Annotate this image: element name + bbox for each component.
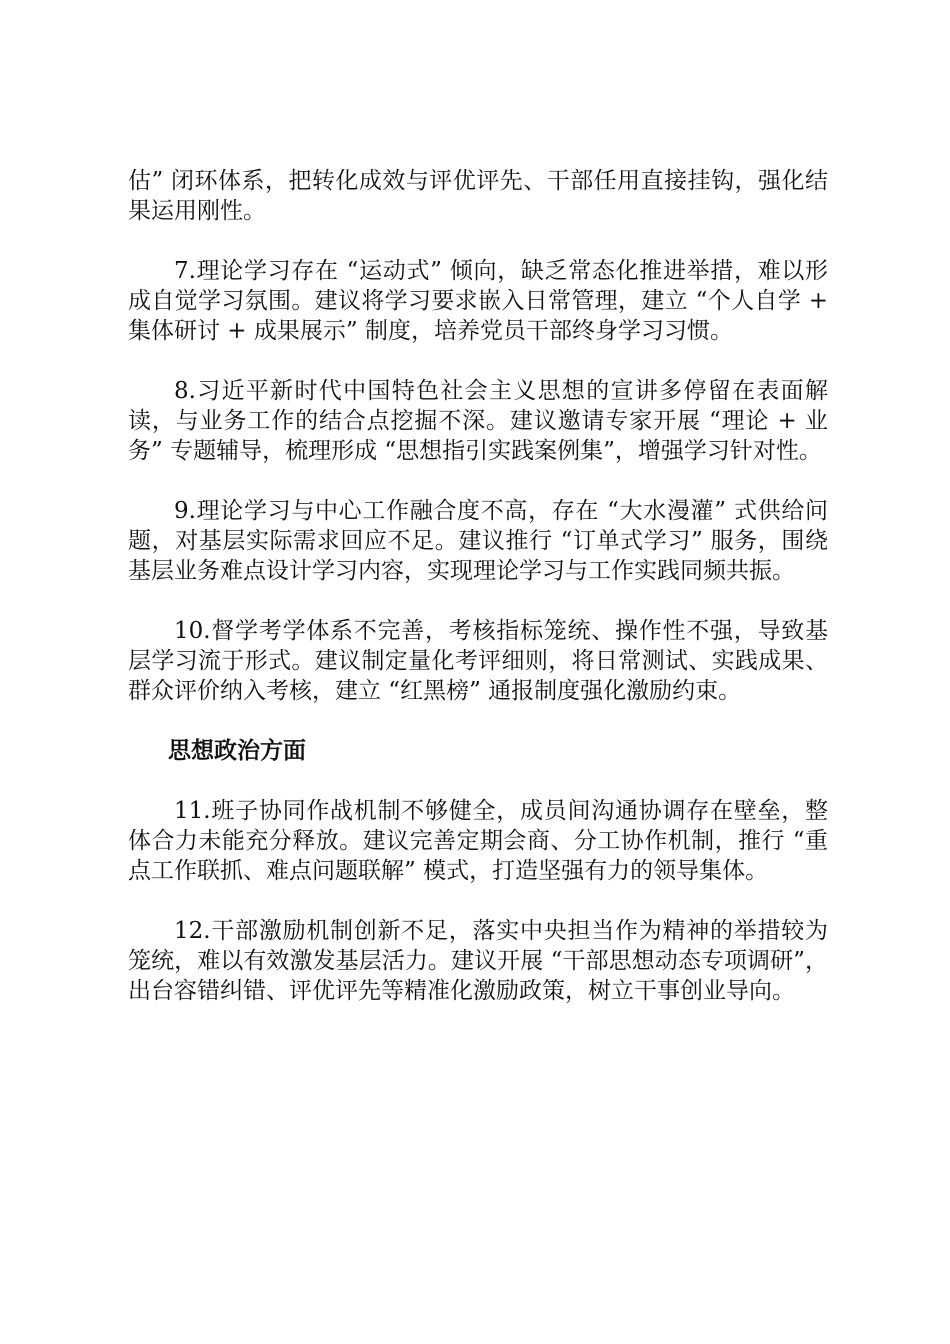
paragraph-continuation: 估” 闭环体系，把转化成效与评优评先、干部任用直接挂钩，强化结果运用刚性。 xyxy=(128,168,828,224)
paragraph-item-9: 9.理论学习与中心工作融合度不高，存在 “大水漫灌” 式供给问题，对基层实际需求回应不足。建议推行 “订单式学习” 服务，围绕基层业务难点设计学习内容，实现理论学习与工作实践同频共振。 xyxy=(128,498,828,584)
paragraph-item-7: 7.理论学习存在 “运动式” 倾向，缺乏常态化推进举措，难以形成自觉学习氛围。建议将学习要求嵌入日常管理，建立 “个人自学 + 集体研讨 + 成果展示” 制度，培养党员干部终身学习习惯。 xyxy=(128,258,828,344)
paragraph-item-10: 10.督学考学体系不完善，考核指标笼统、操作性不强，导致基层学习流于形式。建议制定量化考评细则，将日常测试、实践成果、群众评价纳入考核，建立 “红黑榜” 通报制度强化激励约束。 xyxy=(128,618,828,704)
paragraph-item-8: 8.习近平新时代中国特色社会主义思想的宣讲多停留在表面解读，与业务工作的结合点挖掘不深。建议邀请专家开展 “理论 + 业务” 专题辅导，梳理形成 “思想指引实践案例集”，增强学习针对性。 xyxy=(128,378,828,464)
paragraph-item-12: 12.干部激励机制创新不足，落实中央担当作为精神的举措较为笼统，难以有效激发基层活力。建议开展 “干部思想动态专项调研”，出台容错纠错、评优评先等精准化激励政策，树立干事创业导向。 xyxy=(128,918,828,1004)
paragraph-item-11: 11.班子协同作战机制不够健全，成员间沟通协调存在壁垒，整体合力未能充分释放。建议完善定期会商、分工协作机制，推行 “重点工作联抓、难点问题联解” 模式，打造坚强有力的领导集体。 xyxy=(128,798,828,884)
section-heading: 思想政治方面 xyxy=(168,738,306,764)
document-body xyxy=(128,166,828,1036)
